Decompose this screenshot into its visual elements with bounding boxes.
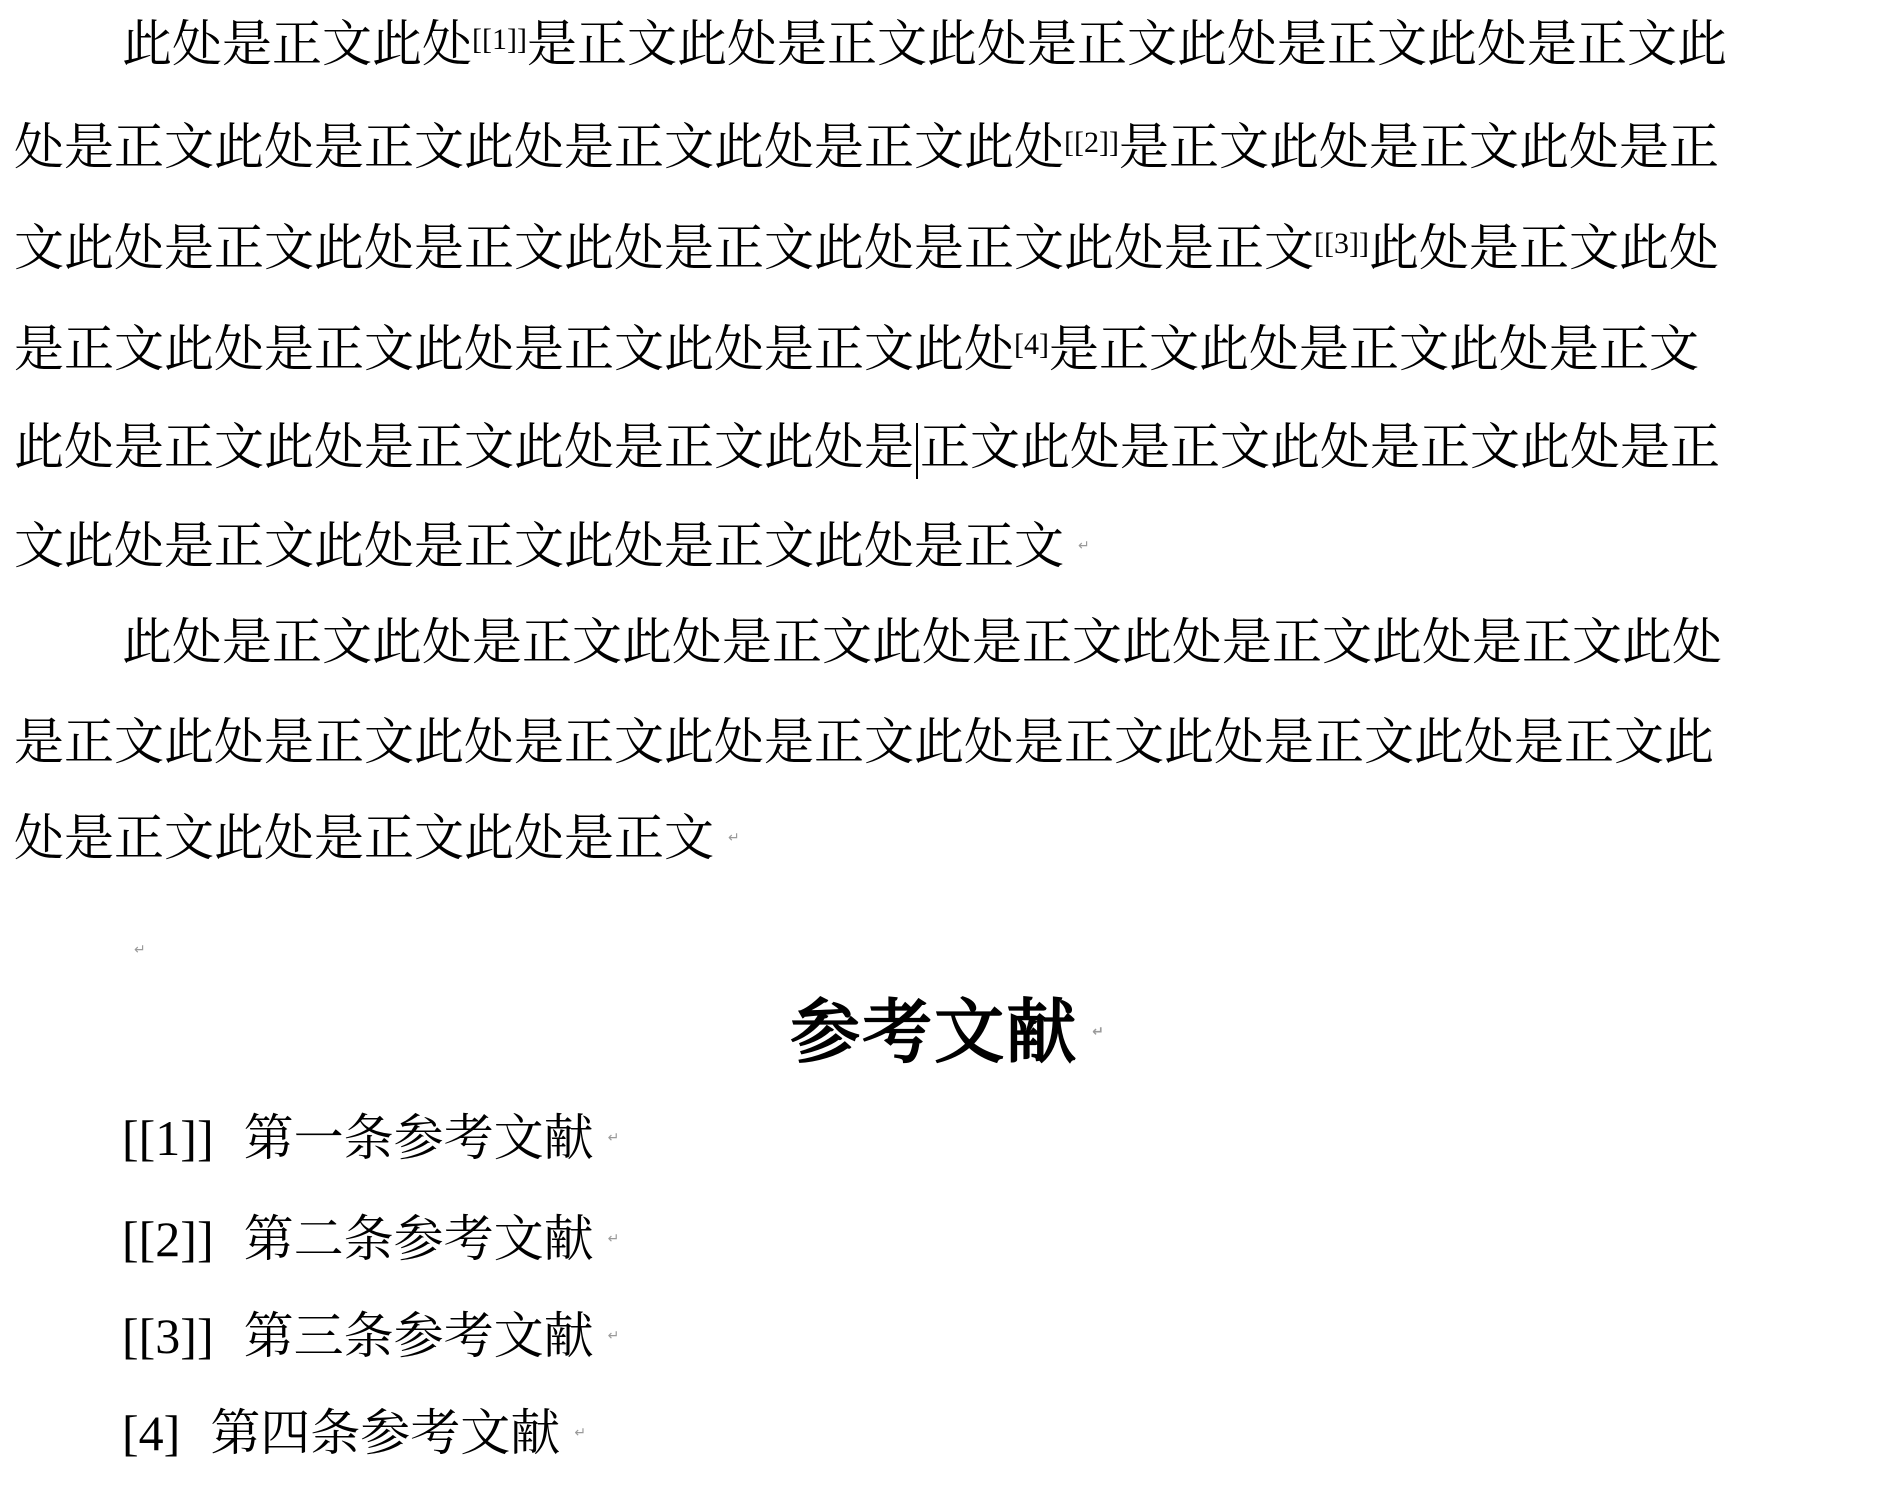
body-text: 文此处是正文此处是正文此处是正文此处是正文: [14, 517, 1064, 575]
paragraph-line: [122, 14, 1727, 74]
paragraph-mark-icon: ↵: [1092, 1024, 1106, 1040]
citation-marker[interactable]: [[2]]: [1064, 126, 1119, 159]
reference-label: [4]: [122, 1405, 181, 1461]
body-text: 是正文此处是正文此处是正文: [1048, 320, 1699, 378]
paragraph-line: [14, 117, 1719, 177]
references-heading-text: 参考文献: [790, 991, 1079, 1073]
reference-text: 第一条参考文献: [243, 1109, 594, 1167]
body-text: 是正文此处是正文此处是正: [1118, 118, 1719, 176]
body-text: 此处是正文此处: [1368, 219, 1719, 277]
body-text: 此处是正文此处是正文此处是正文此处是: [14, 418, 914, 476]
citation-marker[interactable]: [[1]]: [472, 23, 527, 56]
reference-entry[interactable]: [122, 1306, 619, 1366]
body-text: 此处是正文此处是正文此处是正文此处是正文此处是正文此处是正文此处: [122, 613, 1722, 671]
reference-text: 第二条参考文献: [243, 1210, 594, 1268]
text-cursor: [916, 423, 918, 479]
paragraph-line: [14, 808, 740, 868]
reference-label: [[3]]: [122, 1308, 214, 1364]
paragraph-mark-icon: ↵: [607, 1231, 620, 1247]
paragraph-mark-icon: ↵: [574, 1425, 587, 1441]
body-text: 是正文此处是正文此处是正文此处是正文此处是正文此: [526, 15, 1727, 73]
body-text: 处是正文此处是正文此处是正文: [14, 809, 714, 867]
paragraph-line: [14, 417, 1720, 479]
body-text: 文此处是正文此处是正文此处是正文此处是正文此处是正文: [14, 219, 1314, 277]
body-text: 是正文此处是正文此处是正文此处是正文此处: [14, 320, 1014, 378]
reference-text: 第四条参考文献: [210, 1404, 561, 1462]
citation-marker[interactable]: [[3]]: [1314, 227, 1369, 260]
paragraph-line: [14, 319, 1699, 379]
reference-text: 第三条参考文献: [243, 1307, 594, 1365]
paragraph-line: [14, 712, 1714, 772]
body-text: 此处是正文此处: [122, 15, 472, 73]
paragraph-line: [14, 516, 1090, 576]
paragraph-line: [14, 218, 1719, 278]
reference-label: [[1]]: [122, 1110, 214, 1166]
paragraph-mark-icon: ↵: [607, 1328, 620, 1344]
paragraph-mark-icon: ↵: [728, 830, 740, 846]
reference-entry[interactable]: [122, 1108, 619, 1168]
reference-entry[interactable]: [122, 1209, 619, 1269]
body-text: 是正文此处是正文此处是正文此处是正文此处是正文此处是正文此处是正文此: [14, 713, 1714, 771]
paragraph-mark-icon: ↵: [1078, 538, 1090, 554]
body-text: 正文此处是正文此处是正文此处是正: [920, 418, 1720, 476]
references-heading: [0, 992, 1896, 1072]
reference-label: [[2]]: [122, 1211, 214, 1267]
paragraph-mark-icon: ↵: [134, 942, 146, 958]
body-text: 处是正文此处是正文此处是正文此处是正文此处: [14, 118, 1064, 176]
reference-entry[interactable]: [122, 1403, 586, 1463]
citation-marker[interactable]: [4]: [1014, 328, 1049, 361]
paragraph-mark-icon: ↵: [607, 1130, 620, 1146]
paragraph-line: [122, 612, 1722, 672]
